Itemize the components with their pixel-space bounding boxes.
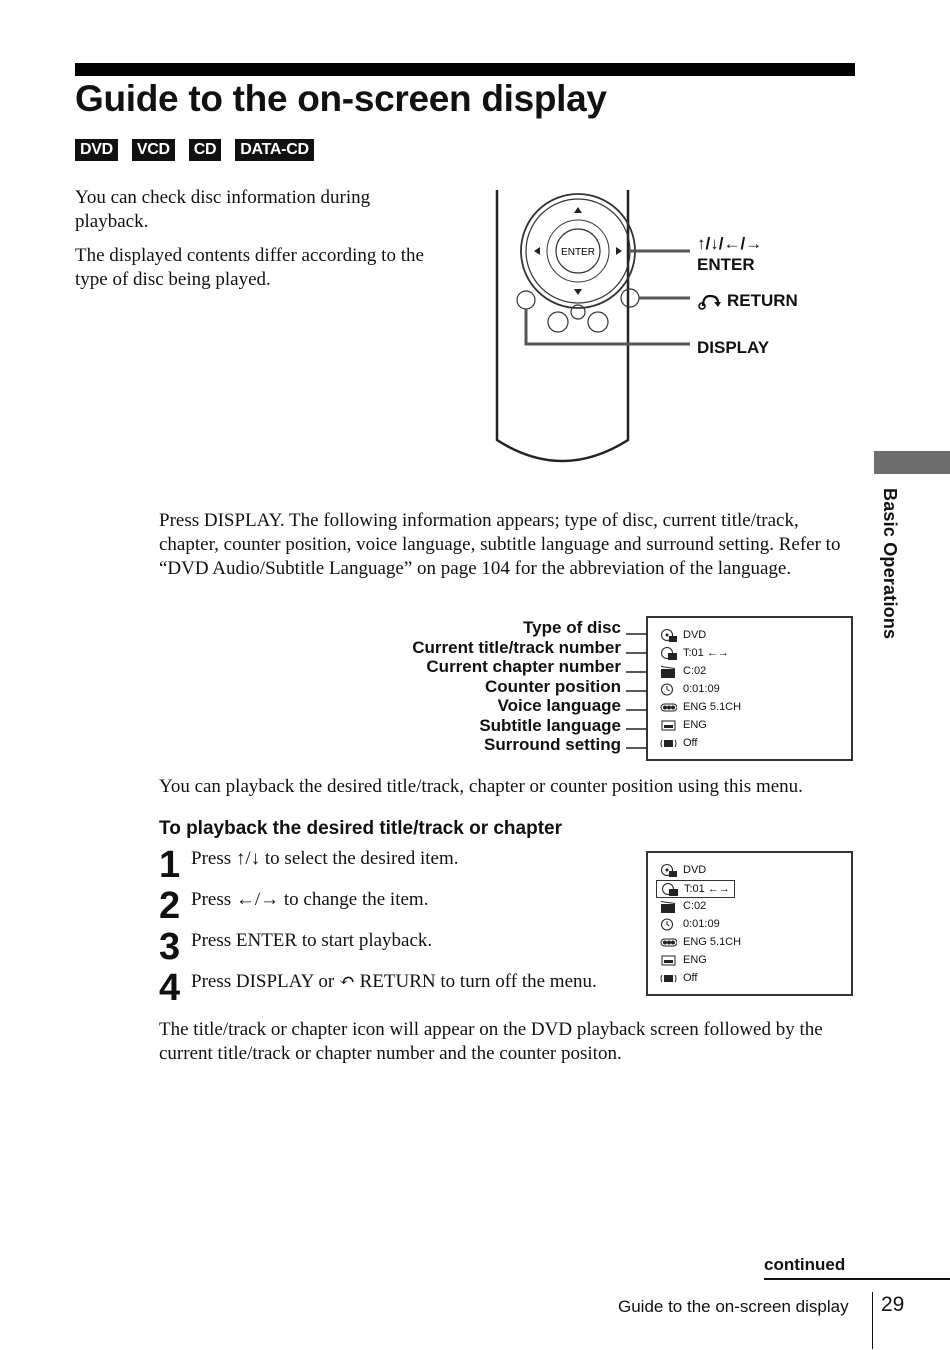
osd-label-voice: Voice language: [497, 696, 621, 715]
osd-disc-value: DVD: [683, 629, 707, 641]
osd-voice-value: ENG 5.1CH: [683, 701, 742, 713]
display-label: DISPLAY: [697, 338, 770, 357]
osd-title-value: T:01 ←→: [683, 647, 729, 659]
title-rule: [75, 63, 855, 76]
remote-return-button: [621, 289, 639, 307]
osd-row-counter: [660, 916, 720, 932]
title-icon: [660, 647, 677, 660]
badge-vcd: VCD: [132, 139, 175, 161]
step-number: 3: [159, 926, 181, 968]
surround-icon: [660, 972, 677, 985]
osd-row-subtitle: [660, 717, 707, 733]
intro-paragraph-2: The displayed contents differ according to the type of disc being played.: [75, 245, 424, 290]
remote-control-illustration: [490, 186, 820, 476]
clock-icon: [660, 918, 677, 931]
osd-row-voice: [660, 934, 741, 950]
step-number: 1: [159, 844, 181, 886]
footer-section-title: Guide to the on-screen display: [618, 1297, 849, 1316]
disc-icon: [660, 629, 677, 642]
section-subheading: To playback the desired title/track or chapter: [159, 818, 562, 839]
badge-cd: CD: [189, 139, 222, 161]
osd-row-chapter: [660, 663, 706, 679]
osd-callout-labels: [412, 618, 621, 755]
osd-label-subtitle: Subtitle language: [479, 715, 621, 735]
disc-type-badges: [75, 139, 314, 161]
osd-chapter-value: C:02: [683, 900, 707, 912]
display-instructions: Press DISPLAY. The following information appears; type of disc, current title/track, chapter, counter position, voice language, subtitle language and surround setting. Refer to “DVD Audio/Subtitle Language” on page 104 for the abbreviation of the language.: [159, 510, 841, 579]
badge-data-cd: DATA-CD: [235, 139, 313, 161]
osd-label-disc-type: Type of disc: [523, 618, 621, 637]
osd-display-panel-selected: [646, 851, 853, 996]
osd-title-value: T:01 ←→: [684, 883, 730, 895]
intro-paragraph-1: You can check disc information during playback.: [75, 187, 371, 232]
osd-counter-value: 0:01:09: [683, 683, 720, 695]
chapter-clapper-icon: [660, 900, 677, 913]
step-text: Press DISPLAY or ↶ RETURN to turn off the menu.: [191, 971, 597, 992]
audio-icon: [660, 936, 677, 949]
intro-text: [75, 186, 435, 302]
subtitle-icon: [660, 719, 677, 732]
step-text: Press ←/→ to change the item.: [191, 889, 429, 910]
step-number: 4: [159, 967, 181, 1009]
step-number: 2: [159, 885, 181, 927]
osd-subtitle-value: ENG: [683, 954, 707, 966]
step-text: Press ENTER to start playback.: [191, 930, 433, 951]
footer-divider: [872, 1292, 873, 1349]
playback-intro: You can playback the desired title/track, chapter or counter position using this menu.: [159, 776, 803, 797]
chapter-clapper-icon: [660, 665, 677, 678]
section-side-label: Basic Operations: [880, 488, 900, 640]
badge-dvd: DVD: [75, 139, 118, 161]
osd-row-voice: [660, 699, 741, 715]
remote-enter-button-label: ENTER: [561, 247, 595, 258]
remote-button: [548, 312, 568, 332]
return-label: [697, 291, 798, 311]
remote-button: [588, 312, 608, 332]
enter-label: ENTER: [697, 255, 755, 274]
osd-voice-value: ENG 5.1CH: [683, 936, 742, 948]
osd-subtitle-value: ENG: [683, 719, 707, 731]
osd-row-surround: [660, 970, 697, 986]
title-icon: [661, 883, 678, 896]
section-tab: [874, 451, 950, 474]
osd-disc-value: DVD: [683, 864, 707, 876]
osd-surround-value: Off: [683, 972, 698, 984]
osd-row-disc: [660, 862, 706, 878]
clock-icon: [660, 683, 677, 696]
osd-row-subtitle: [660, 952, 707, 968]
osd-surround-value: Off: [683, 737, 698, 749]
closing-paragraph: The title/track or chapter icon will appear on the DVD playback screen followed by the current title/track or chapter number and the counter positon.: [159, 1019, 823, 1064]
return-label-text: RETURN: [727, 291, 798, 310]
return-icon: [697, 292, 721, 310]
remote-body: [497, 190, 628, 461]
osd-row-surround: [660, 735, 697, 751]
subtitle-icon: [660, 954, 677, 967]
continued-note: continued: [764, 1255, 846, 1274]
disc-icon: [660, 864, 677, 877]
osd-row-counter: [660, 681, 720, 697]
continued-rule: [764, 1278, 950, 1280]
osd-counter-value: 0:01:09: [683, 918, 720, 930]
step-text: Press ↑/↓ to select the desired item.: [191, 848, 459, 869]
osd-label-surround: Surround setting: [484, 735, 621, 754]
osd-row-title: [660, 645, 729, 661]
remote-display-button: [517, 291, 535, 309]
osd-row-chapter: [660, 898, 706, 914]
page-number: 29: [881, 1293, 905, 1316]
osd-row-title-selected: [656, 880, 735, 898]
audio-icon: [660, 701, 677, 714]
osd-label-counter: Counter position: [485, 676, 621, 696]
osd-display-panel: [646, 616, 853, 761]
osd-label-chapter: Current chapter number: [426, 657, 621, 676]
leader-line-display: [526, 309, 690, 344]
osd-row-disc: [660, 627, 706, 643]
osd-chapter-value: C:02: [683, 665, 707, 677]
osd-label-title-track: Current title/track number: [412, 637, 621, 657]
arrow-keys-label: ↑/↓/←/→: [697, 234, 763, 253]
surround-icon: [660, 737, 677, 750]
page-title: Guide to the on-screen display: [75, 78, 607, 119]
